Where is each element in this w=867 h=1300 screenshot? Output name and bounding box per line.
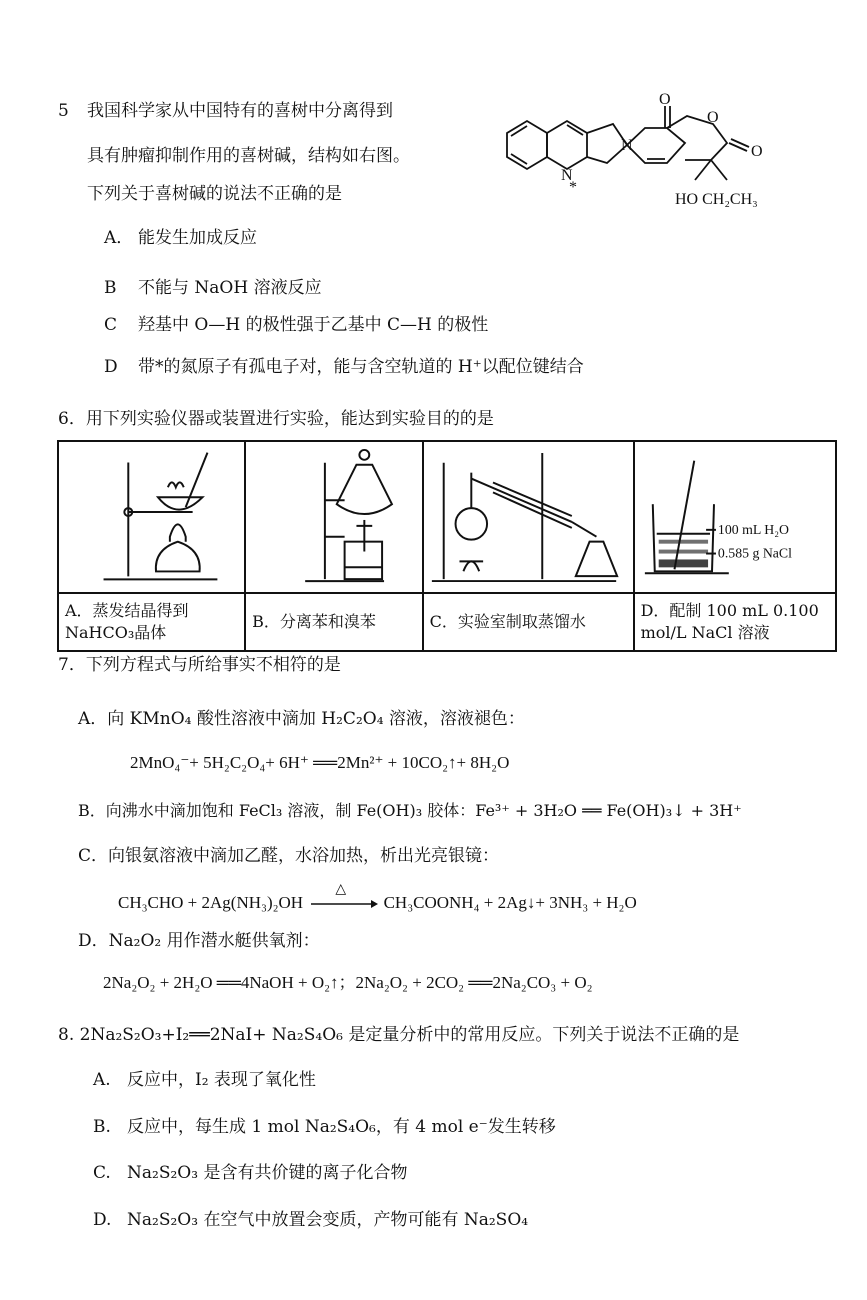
n-pyridine-label: N xyxy=(561,167,573,184)
apparatus-d xyxy=(634,441,836,593)
o-top-label: O xyxy=(659,91,671,108)
q8-option-a: A. 反应中，I₂ 表现了氧化性 xyxy=(93,1070,316,1090)
q5-stem-line2: 具有肿瘤抑制作用的喜树碱，结构如右图。 xyxy=(87,146,410,166)
q8-option-d: D. Na₂S₂O₃ 在空气中放置会变质，产物可能有 Na₂SO₄ xyxy=(93,1210,529,1230)
heat-arrow xyxy=(307,882,379,915)
q8-stem: 8. 2Na₂S₂O₃+I₂══2NaI+ Na₂S₄O₆ 是定量分析中的常用反应。下列关于说法不正确的是 xyxy=(58,1025,740,1045)
q5-option-d: D 带*的氮原子有孤电子对，能与含空轨道的 H⁺以配位键结合 xyxy=(104,357,584,377)
q5-option-b: B 不能与 NaOH 溶液反应 xyxy=(104,278,322,298)
q7-option-a-text: A．向 KMnO₄ 酸性溶液中滴加 H₂C₂O₄ 溶液，溶液褪色： xyxy=(78,709,525,729)
star-label: * xyxy=(569,179,577,196)
heat-symbol: △ xyxy=(335,882,347,898)
distillation-apparatus-icon xyxy=(424,442,633,592)
q5-stem-line3: 下列关于喜树碱的说法不正确的是 xyxy=(87,184,342,204)
camptothecin-structure xyxy=(495,88,795,213)
apparatus-c xyxy=(423,441,634,593)
caption-d: D．配制 100 mL 0.100 mol/L NaCl 溶液 xyxy=(634,593,836,651)
q7-option-a-equation: 2MnO₄⁻+ 5H₂C₂O₄+ 6H⁺ ══2Mn²⁺ + 10CO₂↑+ 8H₂O xyxy=(130,753,510,772)
q7-option-d-equation: 2Na₂O₂ + 2H₂O ══4NaOH + O₂↑；2Na₂O₂ + 2CO₂ ══2Na₂CO₃ + O₂ xyxy=(103,973,593,992)
substituent-labels: HO CH₂CH₃ xyxy=(675,191,758,208)
water-label: 100 mL H₂O xyxy=(717,521,789,537)
caption-b: B．分离苯和溴苯 xyxy=(245,593,423,651)
evaporation-apparatus-icon xyxy=(59,442,244,592)
o-right-label: O xyxy=(751,143,763,160)
n-amide-label: N xyxy=(621,137,633,154)
o-ring-label: O xyxy=(707,109,719,126)
q7-option-b-text: B．向沸水中滴加饱和 FeCl₃ 溶液，制 Fe(OH)₃ 胶体：Fe³⁺ + 3H₂O ══ Fe(OH)₃↓ + 3H⁺ xyxy=(78,801,742,820)
nacl-label: 0.585 g NaCl xyxy=(717,545,792,561)
q5-option-a: A． 能发生加成反应 xyxy=(104,228,257,248)
c-eq-left: CH₃CHO + 2Ag(NH₃)₂OH xyxy=(118,893,304,912)
q7-option-c-equation xyxy=(118,882,637,915)
c-eq-right: CH₃COONH₄ + 2Ag↓+ 3NH₃ + H₂O xyxy=(383,893,637,912)
q7-option-d-text: D．Na₂O₂ 用作潜水艇供氧剂： xyxy=(78,931,320,951)
caption-c: C．实验室制取蒸馏水 xyxy=(423,593,634,651)
separatory-funnel-icon xyxy=(246,442,422,592)
q7-option-c-text: C．向银氨溶液中滴加乙醛，水浴加热，析出光亮银镜： xyxy=(78,846,500,866)
q8-option-c: C. Na₂S₂O₃ 是含有共价键的离子化合物 xyxy=(93,1163,408,1183)
q5-option-c: C 羟基中 O—H 的极性强于乙基中 C—H 的极性 xyxy=(104,315,489,335)
apparatus-a xyxy=(58,441,245,593)
caption-a: A．蒸发结晶得到 NaHCO₃晶体 xyxy=(58,593,245,651)
q8-option-b: B. 反应中，每生成 1 mol Na₂S₄O₆，有 4 mol e⁻发生转移 xyxy=(93,1117,556,1137)
q6-stem: 6．用下列实验仪器或装置进行实验，能达到实验目的的是 xyxy=(58,409,494,429)
q5-number: 5 xyxy=(58,101,69,121)
q5-stem-line1: 我国科学家从中国特有的喜树中分离得到 xyxy=(87,101,393,121)
q6-apparatus-table xyxy=(57,440,837,652)
q7-stem: 7．下列方程式与所给事实不相符的是 xyxy=(58,655,341,675)
beaker-dissolution-icon xyxy=(635,442,835,592)
apparatus-b xyxy=(245,441,423,593)
